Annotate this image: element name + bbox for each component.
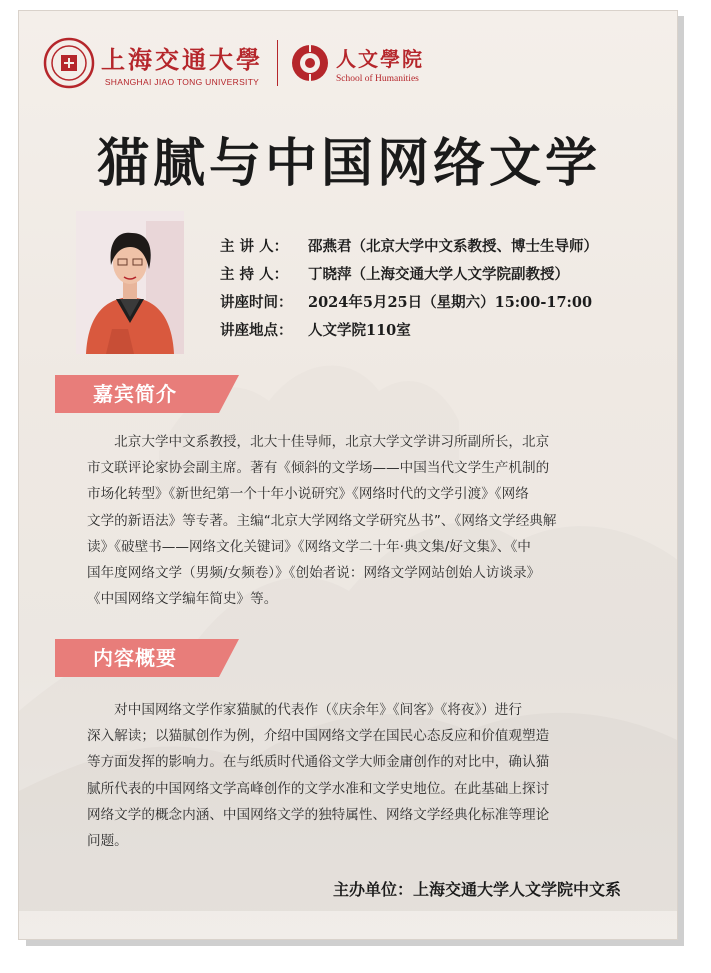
- content-summary-heading: [55, 639, 239, 677]
- info-time: [220, 289, 598, 317]
- text-line: 读》《破壁书——网络文化关键词》《网络文学二十年·典文集/好文集》、《中: [87, 538, 531, 555]
- text-line: 腻所代表的中国网络文学高峰创作的文学水准和文学史地位。在此基础上探讨: [87, 780, 550, 797]
- info-host: [220, 261, 598, 289]
- text-line: 问题。: [87, 833, 128, 850]
- text-line: 文学的新语法》等专著。主编“北京大学网络文学研究丛书”、《网络文学经典解: [87, 512, 557, 529]
- university-name-cn: 上海交通大學: [101, 44, 263, 74]
- guest-intro-text: [87, 429, 637, 612]
- info-label: 讲座地点：: [220, 322, 293, 339]
- text-line: 国年度网络文学（男频/女频卷）》《创始者说：网络文学网站创始人访谈录》: [87, 565, 541, 582]
- info-location: [220, 317, 598, 345]
- text-line: 《中国网络文学编年简史》等。: [87, 591, 278, 608]
- info-value: 2024年5月25日（星期六）15:00-17:00: [308, 294, 593, 311]
- lecture-title: 猫腻与中国网络文学: [96, 133, 601, 194]
- sjtu-logo-text: [101, 40, 263, 87]
- guest-intro-heading-text: 嘉宾简介: [93, 382, 177, 406]
- text-line: 网络文学的概念内涵、中国网络文学的独特属性、网络文学经典化标准等理论: [87, 806, 550, 823]
- text-line: 北京大学中文系教授，北大十佳导师，北京大学文学讲习所副所长，北京: [87, 434, 550, 450]
- poster: [18, 10, 678, 940]
- text-line: 对中国网络文学作家猫腻的代表作（《庆余年》《间客》《将夜》）进行: [87, 702, 522, 718]
- header-logos: [43, 33, 424, 93]
- content-summary-text: [87, 697, 637, 854]
- university-name-en: SHANGHAI JIAO TONG UNIVERSITY: [104, 76, 260, 87]
- sjtu-seal-icon: [43, 37, 95, 89]
- info-value: 丁晓萍（上海交通大学人文学院副教授）: [308, 266, 569, 283]
- guest-intro-heading: [55, 375, 239, 413]
- text-line: 市场化转型》《新世纪第一个十年小说研究》《网络时代的文学引渡》《网络: [87, 486, 529, 503]
- text-line: 等方面发挥的影响力。在与纸质时代通俗文学大师金庸创作的对比中，确认猫: [87, 754, 550, 771]
- text-line: 市文联评论家协会副主席。著有《倾斜的文学场——中国当代文学生产机制的: [87, 460, 550, 477]
- info-label: 主 讲 人：: [220, 238, 289, 255]
- school-name-en: School of Humanities: [336, 73, 419, 84]
- info-label: 主 持 人：: [220, 266, 289, 283]
- text-line: 深入解读；以猫腻创作为例，介绍中国网络文学在国民心态反应和价值观塑造: [87, 728, 550, 745]
- info-value: 邵燕君（北京大学中文系教授、博士生导师）: [308, 238, 598, 255]
- organizer: 主办单位：上海交通大学人文学院中文系: [332, 880, 621, 899]
- humanities-logo-text: [336, 43, 424, 84]
- info-speaker: [220, 233, 598, 261]
- lecture-info: [220, 233, 598, 345]
- info-value: 人文学院110室: [308, 322, 411, 339]
- humanities-seal-icon: [290, 43, 330, 83]
- info-label: 讲座时间：: [220, 294, 293, 311]
- school-name-cn: 人文學院: [336, 46, 424, 71]
- logo-divider: [277, 40, 278, 86]
- speaker-photo: [76, 211, 184, 354]
- content-summary-heading-text: 内容概要: [93, 646, 177, 670]
